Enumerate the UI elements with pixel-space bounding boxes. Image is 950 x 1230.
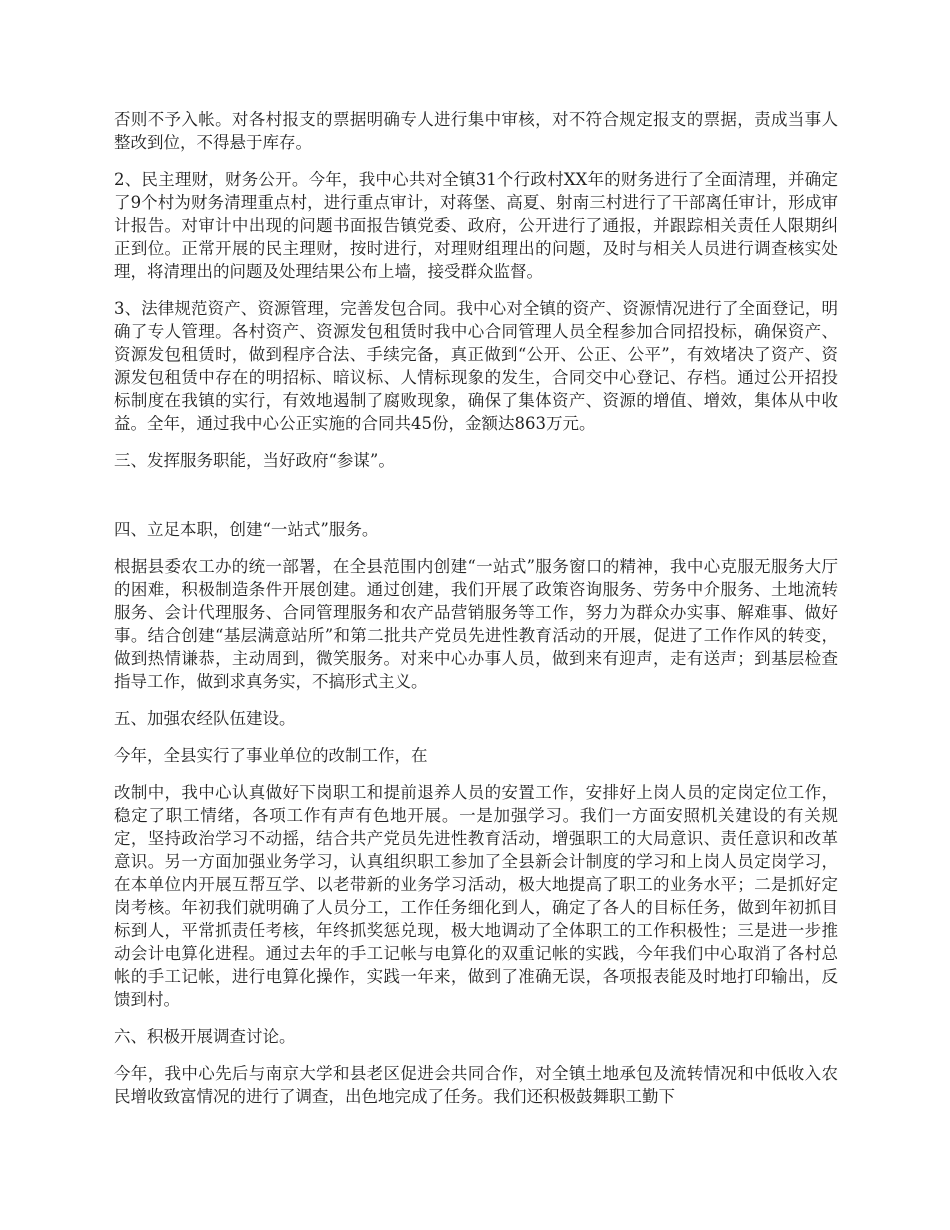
heading-one-stop-service: 四、立足本职，创建“一站式”服务。 [114,520,379,539]
paragraph-reform-intro: 今年，全县实行了事业单位的改制工作，在 [114,746,428,765]
heading-service-function: 三、发挥服务职能，当好政府“参谋”。 [114,451,395,470]
paragraph-voucher-review: 否则不予入帐。对各村报支的票据明确专人进行集中审核，对不符合规定报支的票据，责成当事人整改到位，不得悬于库存。 [114,110,838,152]
heading-research: 六、积极开展调查讨论。 [114,1027,296,1046]
paragraph-reform-details: 改制中，我中心认真做好下岗职工和提前退养人员的安置工作，安排好上岗人员的定岗定位工作，稳定了职工情绪，各项工作有声有色地开展。一是加强学习。我们一方面安照机关建设的有关规定，坚持政治学习不动摇，结合共产党员先进性教育活动，增强职工的大局意识、责任意识和改革意识。另一方面加强业务学习，认真组织职工参加了全县新会计制度的学习和上岗人员定岗学习，在本单位内开展互帮互学、以老带新的业务学习活动，极大地提高了职工的业务水平；二是抓好定岗考核。年初我们就明确了人员分工，工作任务细化到人，确定了各人的目标任务，做到年初抓目标到人，平常抓责任考核，年终抓奖惩兑现，极大地调动了全体职工的工作积极性；三是进一步推动会计电算化进程。通过去年的手工记帐与电算化的双重记帐的实践，今年我们中心取消了各村总帐的手工记帐，进行电算化操作，实践一年来，做到了准确无误，各项报表能及时地打印输出，反馈到村。 [114,783,838,1009]
heading-team-building: 五、加强农经队伍建设。 [114,709,296,728]
paragraph-asset-management: 3、法律规范资产、资源管理，完善发包合同。我中心对全镇的资产、资源情况进行了全面登记，明确了专人管理。各村资产、资源发包租赁时我中心合同管理人员全程参加合同招投标，确保资产、资源发包租赁时，做到程序合法、手续完备，真正做到“公开、公正、公平”，有效堵决了资产、资源发包租赁中存在的明招标、暗议标、人情标现象的发生，合同交中心登记、存档。通过公开招投标制度在我镇的实行，有效地遏制了腐败现象，确保了集体资产、资源的增值、增效，集体从中收益。全年，通过我中心公正实施的合同共45份，金额达863万元。 [114,299,838,433]
paragraph-research: 今年，我中心先后与南京大学和县老区促进会共同合作，对全镇土地承包及流转情况和中低收入农民增收致富情况的进行了调查，出色地完成了任务。我们还积极鼓舞职工勤下 [114,1064,838,1106]
paragraph-democratic-finance: 2、民主理财，财务公开。今年，我中心共对全镇31个行政村XX年的财务进行了全面清理，并确定了9个村为财务清理重点村，进行重点审计，对蒋堡、高夏、射南三村进行了干部离任审计，形成审计报告。对审计中出现的问题书面报告镇党委、政府，公开进行了通报，并跟踪相关责任人限期纠正到位。正常开展的民主理财，按时进行，对理财组理出的问题，及时与相关人员进行调查核实处理，将清理出的问题及处理结果公布上墙，接受群众监督。 [114,170,838,281]
paragraph-one-stop-service: 根据县委农工办的统一部署，在全县范围内创建“一站式”服务窗口的精神，我中心克服无服务大厅的困难，积极制造条件开展创建。通过创建，我们开展了政策咨询服务、劳务中介服务、土地流转服务、会计代理服务、合同管理服务和农产品营销服务等工作，努力为群众办实事、解难事、做好事。结合创建“基层满意站所”和第二批共产党员先进性教育活动的开展，促进了工作作风的转变，做到热情谦恭，主动周到，微笑服务。对来中心办事人员，做到来有迎声，走有送声；到基层检查指导工作，做到求真务实，不搞形式主义。 [114,557,838,691]
